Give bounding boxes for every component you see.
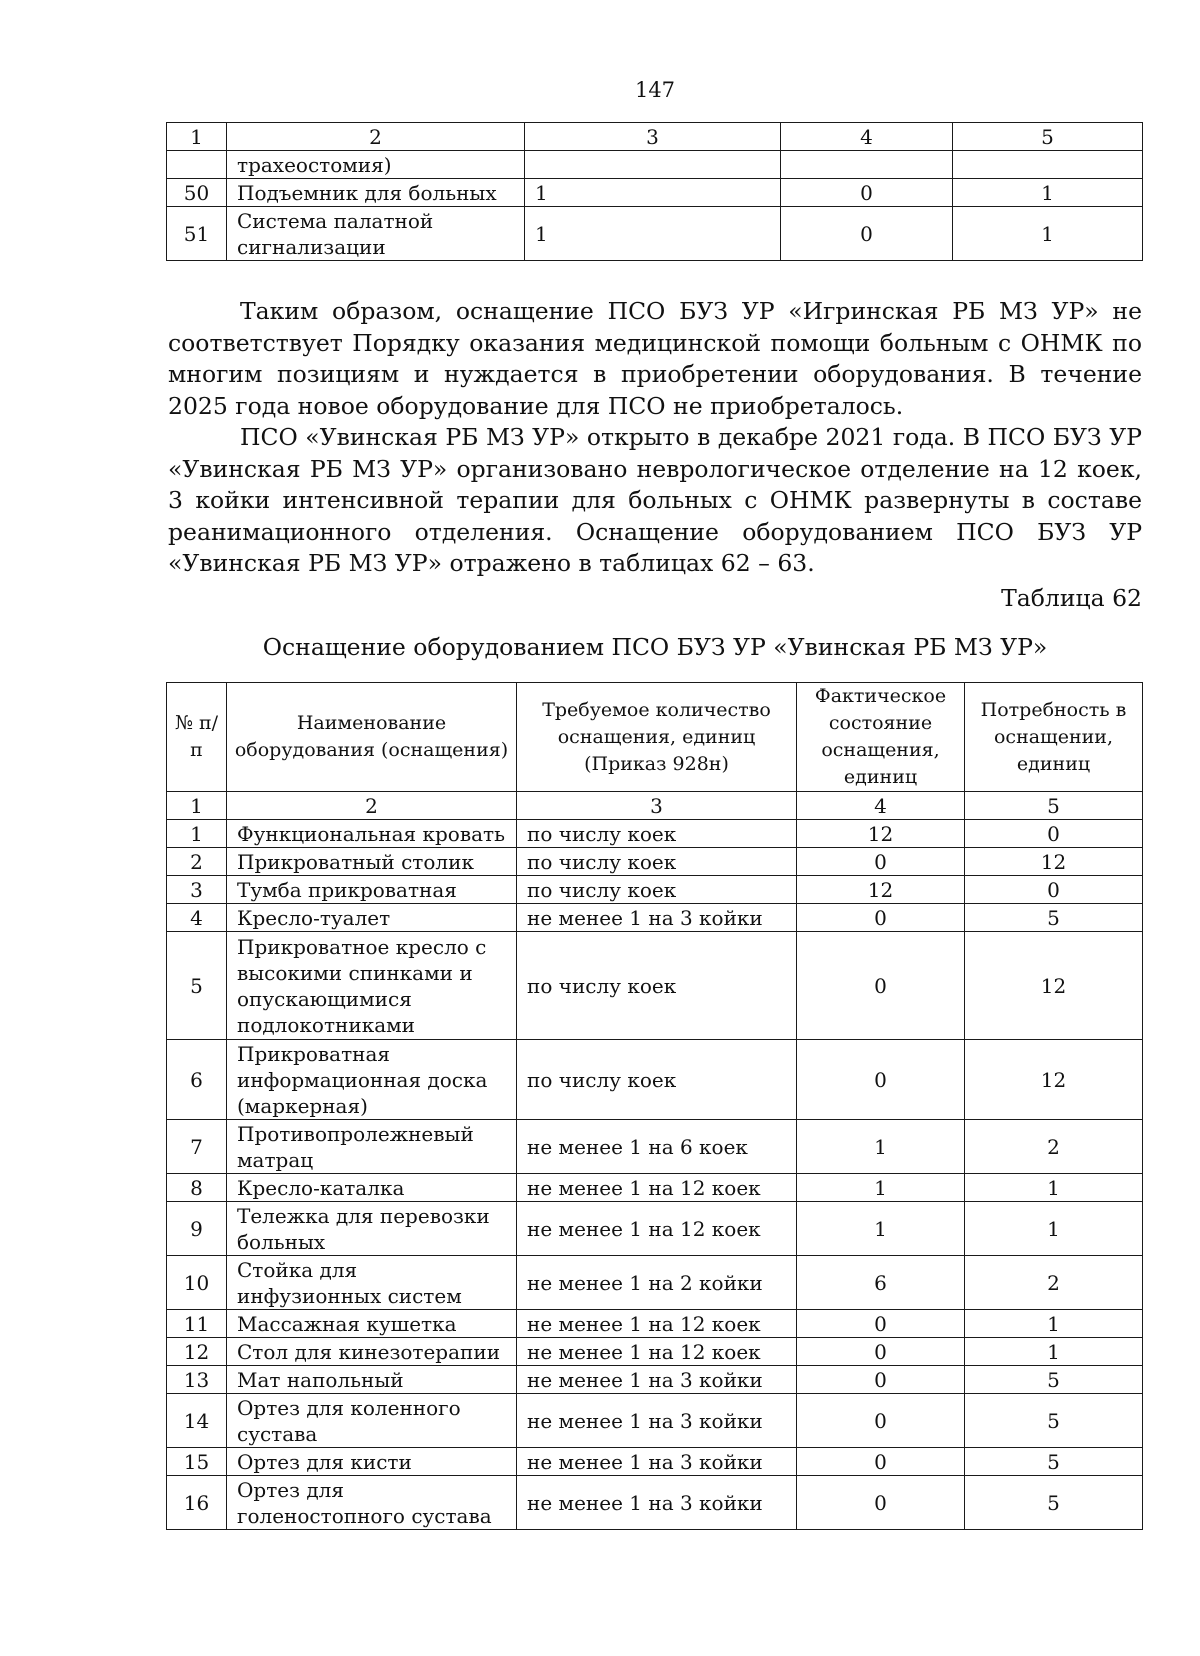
needed-quantity [953,151,1143,179]
equipment-name: Система палатной сигнализации [227,207,525,261]
row-number: 7 [167,1120,227,1174]
needed-quantity: 1 [953,207,1143,261]
required-quantity: 1 [525,179,781,207]
actual-quantity: 0 [797,1310,965,1338]
required-quantity: не менее 1 на 6 коек [517,1120,797,1174]
paragraph: ПСО «Увинская РБ МЗ УР» открыто в декабре 2021 года. В ПСО БУЗ УР «Увинская РБ МЗ УР» организовано неврологическое отделение на 12 коек, 3 койки интенсивной терапии для больных с ОНМК развернуты в составе реанимационного отделения. Оснащение оборудованием ПСО БУЗ УР «Увинская РБ МЗ УР» отражено в таблицах 62 – 63. [168,423,1142,577]
equipment-name: Ортез для коленного сустава [227,1394,517,1448]
table-row [167,876,1143,904]
row-number: 6 [167,1040,227,1120]
header-row-number: № п/п [167,683,227,792]
table-row [167,1120,1143,1174]
equipment-name: Тележка для перевозки больных [227,1202,517,1256]
row-number: 2 [167,848,227,876]
table-row [167,207,1143,261]
required-quantity: не менее 1 на 12 коек [517,1202,797,1256]
needed-quantity: 1 [965,1310,1143,1338]
row-number: 3 [167,876,227,904]
previous-table [166,122,1143,261]
needed-quantity: 0 [965,876,1143,904]
column-number: 5 [965,792,1143,820]
header-required-quantity: Требуемое количество оснащения, единиц (Приказ 928н) [517,683,797,792]
table-row [167,179,1143,207]
required-quantity: по числу коек [517,876,797,904]
actual-quantity: 0 [797,1476,965,1530]
column-number: 4 [781,123,953,151]
table-row [167,904,1143,932]
row-number: 1 [167,820,227,848]
required-quantity: не менее 1 на 3 койки [517,1448,797,1476]
header-need: Потребность в оснащении, единиц [965,683,1143,792]
equipment-name: Ортез для голеностопного сустава [227,1476,517,1530]
table-row [167,1394,1143,1448]
required-quantity [525,151,781,179]
actual-quantity: 0 [797,1338,965,1366]
table-row [167,820,1143,848]
actual-quantity: 6 [797,1256,965,1310]
equipment-name: Прикроватная информационная доска (маркерная) [227,1040,517,1120]
needed-quantity: 5 [965,1476,1143,1530]
required-quantity: не менее 1 на 3 койки [517,1476,797,1530]
required-quantity: не менее 1 на 3 койки [517,1394,797,1448]
actual-quantity: 0 [781,207,953,261]
header-actual-state: Фактическое состояние оснащения, единиц [797,683,965,792]
table-row [167,1448,1143,1476]
page-number: 147 [634,78,676,102]
equipment-name: Противопролежневый матрац [227,1120,517,1174]
equipment-name: Ортез для кисти [227,1448,517,1476]
table-row [167,932,1143,1040]
needed-quantity: 1 [965,1202,1143,1256]
actual-quantity: 0 [797,1366,965,1394]
equipment-name: Массажная кушетка [227,1310,517,1338]
previous-table-column-numbers [167,123,1143,151]
table-row [167,1310,1143,1338]
row-number: 12 [167,1338,227,1366]
needed-quantity: 2 [965,1256,1143,1310]
required-quantity: по числу коек [517,932,797,1040]
table-label: Таблица 62 [1001,584,1142,612]
row-number: 51 [167,207,227,261]
equipment-name: Тумба прикроватная [227,876,517,904]
needed-quantity: 0 [965,820,1143,848]
equipment-name: Мат напольный [227,1366,517,1394]
needed-quantity: 5 [965,1366,1143,1394]
table-row [167,848,1143,876]
equipment-name: Прикроватный столик [227,848,517,876]
actual-quantity: 0 [797,1448,965,1476]
required-quantity: по числу коек [517,1040,797,1120]
table-row [167,1174,1143,1202]
row-number: 8 [167,1174,227,1202]
header-equipment-name: Наименование оборудования (оснащения) [227,683,517,792]
actual-quantity: 12 [797,820,965,848]
equipment-name: Стойка для инфузионных систем [227,1256,517,1310]
required-quantity: не менее 1 на 12 коек [517,1174,797,1202]
needed-quantity: 2 [965,1120,1143,1174]
table-row [167,1256,1143,1310]
column-number: 5 [953,123,1143,151]
body-text [168,296,1142,580]
needed-quantity: 1 [953,179,1143,207]
row-number: 14 [167,1394,227,1448]
actual-quantity: 0 [797,1040,965,1120]
row-number: 4 [167,904,227,932]
equipment-name: Кресло-каталка [227,1174,517,1202]
column-number: 2 [227,792,517,820]
equipment-name: Функциональная кровать [227,820,517,848]
required-quantity: по числу коек [517,820,797,848]
table-row [167,1338,1143,1366]
equipment-name: Кресло-туалет [227,904,517,932]
actual-quantity: 0 [797,932,965,1040]
row-number: 10 [167,1256,227,1310]
required-quantity: не менее 1 на 3 койки [517,1366,797,1394]
paragraph: Таким образом, оснащение ПСО БУЗ УР «Игринская РБ МЗ УР» не соответствует Порядку оказания медицинской помощи больным с ОНМК по многим позициям и нуждается в приобретении оборудования. В течение 2025 года новое оборудование для ПСО не приобреталось. [168,297,1142,420]
table-row [167,1040,1143,1120]
needed-quantity: 5 [965,904,1143,932]
needed-quantity: 5 [965,1448,1143,1476]
table-row [167,1476,1143,1530]
required-quantity: не менее 1 на 2 койки [517,1256,797,1310]
row-number: 13 [167,1366,227,1394]
equipment-name: Стол для кинезотерапии [227,1338,517,1366]
column-number: 3 [525,123,781,151]
column-number: 3 [517,792,797,820]
actual-quantity: 0 [797,904,965,932]
actual-quantity: 1 [797,1174,965,1202]
actual-quantity: 0 [797,848,965,876]
table-header-row [167,683,1143,792]
required-quantity: 1 [525,207,781,261]
column-number: 1 [167,123,227,151]
needed-quantity: 1 [965,1174,1143,1202]
table-column-numbers [167,792,1143,820]
actual-quantity: 0 [781,179,953,207]
row-number: 16 [167,1476,227,1530]
actual-quantity: 0 [797,1394,965,1448]
actual-quantity [781,151,953,179]
column-number: 2 [227,123,525,151]
actual-quantity: 1 [797,1202,965,1256]
actual-quantity: 1 [797,1120,965,1174]
table-caption: Оснащение оборудованием ПСО БУЗ УР «Увинская РБ МЗ УР» [262,633,1048,661]
row-number: 15 [167,1448,227,1476]
equipment-name: Прикроватное кресло с высокими спинками и опускающимися подлокотниками [227,932,517,1040]
column-number: 1 [167,792,227,820]
required-quantity: не менее 1 на 12 коек [517,1310,797,1338]
row-number: 11 [167,1310,227,1338]
row-number: 9 [167,1202,227,1256]
needed-quantity: 12 [965,932,1143,1040]
equipment-table [166,682,1143,1530]
needed-quantity: 5 [965,1394,1143,1448]
equipment-name: Подъемник для больных [227,179,525,207]
needed-quantity: 1 [965,1338,1143,1366]
row-number: 50 [167,179,227,207]
needed-quantity: 12 [965,848,1143,876]
actual-quantity: 12 [797,876,965,904]
required-quantity: не менее 1 на 3 койки [517,904,797,932]
column-number: 4 [797,792,965,820]
needed-quantity: 12 [965,1040,1143,1120]
required-quantity: не менее 1 на 12 коек [517,1338,797,1366]
table-row [167,1366,1143,1394]
required-quantity: по числу коек [517,848,797,876]
row-number: 5 [167,932,227,1040]
table-row [167,151,1143,179]
equipment-name: трахеостомия) [227,151,525,179]
table-row [167,1202,1143,1256]
row-number [167,151,227,179]
